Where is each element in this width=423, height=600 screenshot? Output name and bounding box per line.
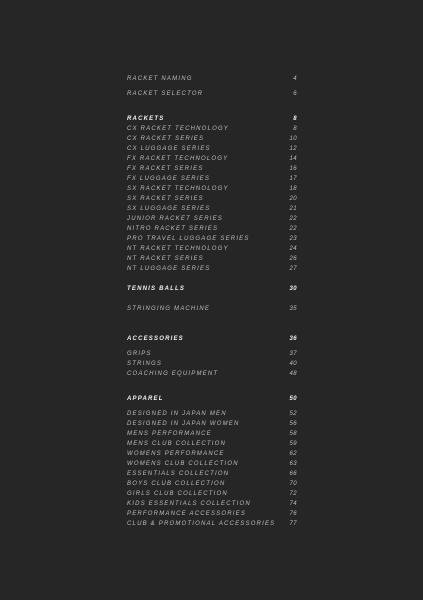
toc-entry-page: 6: [293, 91, 297, 97]
toc-entry-page: 59: [289, 441, 297, 447]
toc-entry-label: SX RACKET SERIES: [127, 196, 204, 202]
toc-entry-page: 74: [289, 501, 297, 507]
toc-entry[interactable]: [127, 134, 297, 144]
toc-entry[interactable]: [127, 509, 297, 519]
toc-entry-page: 77: [289, 521, 297, 527]
toc-entry-page: 35: [289, 306, 297, 312]
toc-entry[interactable]: [127, 184, 297, 194]
toc-entry-label: RACKET NAMING: [127, 76, 193, 82]
toc-entry-page: 37: [289, 351, 297, 357]
toc-entry-page: 48: [289, 371, 297, 377]
toc-entry[interactable]: [127, 439, 297, 449]
toc-entry-page: 56: [289, 421, 297, 427]
toc-entry-label: RACKET SELECTOR: [127, 91, 204, 97]
toc-entry-label: CLUB & PROMOTIONAL ACCESSORIES: [127, 521, 276, 527]
toc-entry-label: ESSENTIALS COLLECTION: [127, 471, 230, 477]
toc-entry-label: STRINGING MACHINE: [127, 306, 211, 312]
toc-section-heading[interactable]: [127, 334, 297, 344]
toc-entry-page: 8: [293, 116, 297, 122]
toc-entry-label: RACKETS: [127, 116, 165, 122]
toc-section-heading[interactable]: [127, 114, 297, 124]
toc-entry-page: 72: [289, 491, 297, 497]
toc-entry-label: CX RACKET SERIES: [127, 136, 205, 142]
toc-entry-page: 58: [289, 431, 297, 437]
toc-entry[interactable]: [127, 359, 297, 369]
toc-entry[interactable]: [127, 214, 297, 224]
toc-entry-label: PRO TRAVEL LUGGAGE SERIES: [127, 236, 250, 242]
toc-entry[interactable]: [127, 204, 297, 214]
toc-entry-label: GRIPS: [127, 351, 152, 357]
toc-entry-page: 10: [289, 136, 297, 142]
toc-entry[interactable]: [127, 154, 297, 164]
toc-entry-label: NT RACKET TECHNOLOGY: [127, 246, 229, 252]
toc-entry-page: 21: [289, 206, 297, 212]
toc-entry-page: 66: [289, 471, 297, 477]
toc-entry[interactable]: [127, 254, 297, 264]
toc-entry-label: NT RACKET SERIES: [127, 256, 204, 262]
toc-entry[interactable]: [127, 469, 297, 479]
toc-entry-label: SX LUGGAGE SERIES: [127, 206, 211, 212]
toc-entry-page: 40: [289, 361, 297, 367]
toc-entry[interactable]: [127, 489, 297, 499]
toc-entry-page: 18: [289, 186, 297, 192]
toc-entry[interactable]: [127, 369, 297, 379]
toc-entry-page: 50: [289, 396, 297, 402]
toc-entry[interactable]: [127, 74, 297, 84]
toc-entry[interactable]: [127, 194, 297, 204]
toc-section-heading[interactable]: [127, 394, 297, 404]
toc-entry[interactable]: [127, 304, 297, 314]
toc-entry-label: FX LUGGAGE SERIES: [127, 176, 211, 182]
toc-entry-label: WOMENS PERFORMANCE: [127, 451, 225, 457]
toc-entry[interactable]: [127, 409, 297, 419]
toc-entry-page: 22: [289, 226, 297, 232]
toc-entry-page: 12: [289, 146, 297, 152]
toc-entry-label: JUNIOR RACKET SERIES: [127, 216, 224, 222]
toc-entry[interactable]: [127, 224, 297, 234]
toc-entry-label: PERFORMANCE ACCESSORIES: [127, 511, 247, 517]
toc-entry-label: STRINGS: [127, 361, 163, 367]
toc-entry-page: 17: [289, 176, 297, 182]
toc-entry-label: WOMENS CLUB COLLECTION: [127, 461, 239, 467]
toc-entry-label: GIRLS CLUB COLLECTION: [127, 491, 228, 497]
toc-entry[interactable]: [127, 124, 297, 134]
toc-entry-page: 20: [289, 196, 297, 202]
toc-entry[interactable]: [127, 449, 297, 459]
toc-entry-page: 52: [289, 411, 297, 417]
toc-entry[interactable]: [127, 419, 297, 429]
toc-entry[interactable]: [127, 519, 297, 529]
toc-entry-label: APPAREL: [127, 396, 164, 402]
toc-entry-label: NITRO RACKET SERIES: [127, 226, 219, 232]
toc-entry-label: CX LUGGAGE SERIES: [127, 146, 211, 152]
toc-entry-page: 23: [289, 236, 297, 242]
toc-entry[interactable]: [127, 499, 297, 509]
toc-entry[interactable]: [127, 234, 297, 244]
toc-entry-label: COACHING EQUIPMENT: [127, 371, 219, 377]
toc-entry-label: FX RACKET SERIES: [127, 166, 204, 172]
table-of-contents: [127, 74, 297, 529]
toc-entry-page: 30: [289, 286, 297, 292]
toc-entry[interactable]: [127, 349, 297, 359]
toc-entry-page: 70: [289, 481, 297, 487]
toc-entry[interactable]: [127, 164, 297, 174]
toc-entry-page: 27: [289, 266, 297, 272]
toc-entry-label: NT LUGGAGE SERIES: [127, 266, 211, 272]
toc-entry[interactable]: [127, 144, 297, 154]
toc-entry-page: 8: [293, 126, 297, 132]
toc-entry[interactable]: [127, 479, 297, 489]
toc-entry-page: 26: [289, 256, 297, 262]
toc-entry-page: 22: [289, 216, 297, 222]
toc-section-heading[interactable]: [127, 284, 297, 294]
toc-entry[interactable]: [127, 174, 297, 184]
toc-entry-page: 63: [289, 461, 297, 467]
toc-entry-page: 36: [289, 336, 297, 342]
toc-entry-label: TENNIS BALLS: [127, 286, 186, 292]
toc-entry-page: 62: [289, 451, 297, 457]
toc-entry[interactable]: [127, 264, 297, 274]
toc-entry-label: MENS CLUB COLLECTION: [127, 441, 227, 447]
toc-entry-page: 24: [289, 246, 297, 252]
toc-entry-page: 16: [289, 166, 297, 172]
toc-entry[interactable]: [127, 429, 297, 439]
toc-entry-label: ACCESSORIES: [127, 336, 184, 342]
toc-entry[interactable]: [127, 244, 297, 254]
toc-entry-label: DESIGNED IN JAPAN MEN: [127, 411, 227, 417]
toc-entry-label: KIDS ESSENTIALS COLLECTION: [127, 501, 251, 507]
toc-entry-label: CX RACKET TECHNOLOGY: [127, 126, 230, 132]
toc-entry-label: BOYS CLUB COLLECTION: [127, 481, 226, 487]
toc-entry[interactable]: [127, 89, 297, 99]
toc-entry-page: 76: [289, 511, 297, 517]
toc-entry-label: SX RACKET TECHNOLOGY: [127, 186, 229, 192]
toc-entry-label: MENS PERFORMANCE: [127, 431, 212, 437]
toc-entry[interactable]: [127, 459, 297, 469]
toc-entry-label: DESIGNED IN JAPAN WOMEN: [127, 421, 240, 427]
toc-entry-page: 14: [289, 156, 297, 162]
toc-entry-label: FX RACKET TECHNOLOGY: [127, 156, 229, 162]
toc-entry-page: 4: [293, 76, 297, 82]
